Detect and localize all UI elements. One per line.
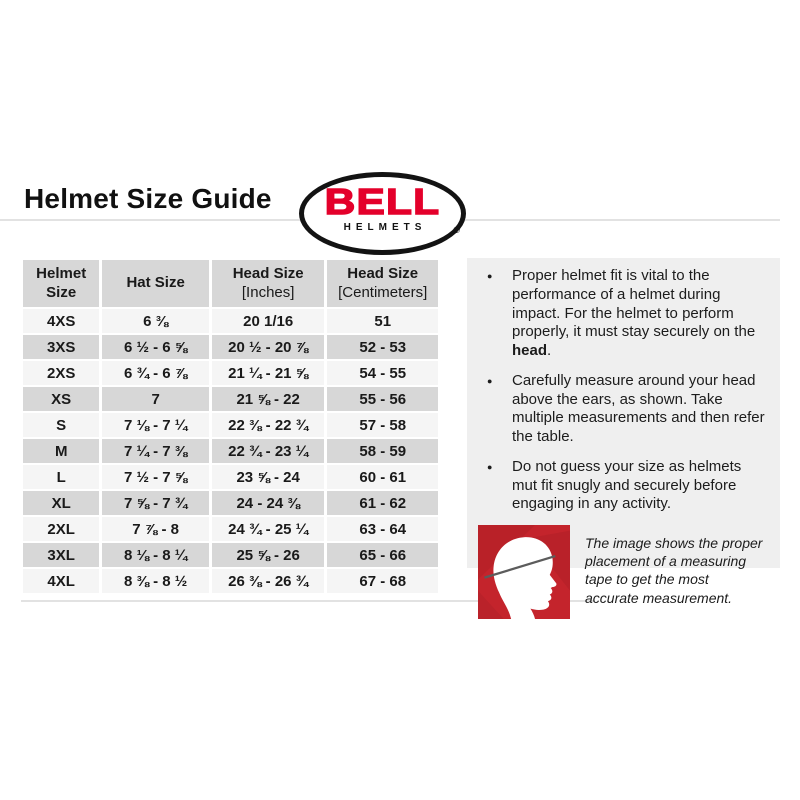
table-cell: XL — [23, 491, 99, 515]
helmet-size-table — [20, 258, 441, 595]
page-title: Helmet Size Guide — [24, 183, 272, 214]
table-cell: 20 ½ - 20 ⅞ — [212, 335, 325, 359]
header-row — [23, 260, 438, 307]
fit-instructions-list — [467, 267, 770, 514]
fit-instruction-item: ● Proper helmet fit is vital to the performance of a helmet during impact. For the helmet to perform properly, it must stay securely on the head. — [467, 267, 770, 361]
table-cell: 3XS — [23, 335, 99, 359]
table-cell: 22 ¾ - 23 ¼ — [212, 439, 325, 463]
table-cell: 7 ½ - 7 ⅝ — [102, 465, 209, 489]
table-cell: 26 ⅜ - 26 ¾ — [212, 569, 325, 593]
table-cell: XS — [23, 387, 99, 411]
table-cell: 2XL — [23, 517, 99, 541]
table-row — [23, 569, 438, 593]
measurement-figure-row — [467, 525, 770, 619]
column-header: Head Size [Centimeters] — [327, 260, 438, 307]
table-cell: 57 - 58 — [327, 413, 438, 437]
table-cell: 22 ⅜ - 22 ¾ — [212, 413, 325, 437]
table-cell: 55 - 56 — [327, 387, 438, 411]
table-cell: S — [23, 413, 99, 437]
table-cell: 61 - 62 — [327, 491, 438, 515]
table-cell: L — [23, 465, 99, 489]
table-cell: 7 ⅛ - 7 ¼ — [102, 413, 209, 437]
table-cell: 60 - 61 — [327, 465, 438, 489]
table-cell: 23 ⅝ - 24 — [212, 465, 325, 489]
column-header: Hat Size — [102, 260, 209, 307]
table-cell: 63 - 64 — [327, 517, 438, 541]
bell-logo-subtext: HELMETS — [343, 222, 427, 233]
table-row — [23, 439, 438, 463]
table-cell: 21 ¼ - 21 ⅝ — [212, 361, 325, 385]
table-cell: 7 ⅝ - 7 ¾ — [102, 491, 209, 515]
table-cell: M — [23, 439, 99, 463]
table-cell: 8 ⅛ - 8 ¼ — [102, 543, 209, 567]
table-cell: 54 - 55 — [327, 361, 438, 385]
column-header: Head Size [Inches] — [212, 260, 325, 307]
table-row — [23, 491, 438, 515]
table-cell: 24 ¾ - 25 ¼ — [212, 517, 325, 541]
table-cell: 25 ⅝ - 26 — [212, 543, 325, 567]
table-cell: 4XL — [23, 569, 99, 593]
table-row — [23, 465, 438, 489]
bell-logo-wordmark: BELL — [324, 181, 441, 222]
table-cell: 65 - 66 — [327, 543, 438, 567]
size-table-body — [23, 309, 438, 593]
table-cell: 8 ⅜ - 8 ½ — [102, 569, 209, 593]
table-cell: 67 - 68 — [327, 569, 438, 593]
table-cell: 24 - 24 ⅜ — [212, 491, 325, 515]
table-cell: 52 - 53 — [327, 335, 438, 359]
registered-trademark-icon: ® — [453, 225, 460, 235]
table-row — [23, 543, 438, 567]
table-row — [23, 361, 438, 385]
size-table-header — [23, 260, 438, 307]
table-cell: 2XS — [23, 361, 99, 385]
table-row — [23, 335, 438, 359]
table-cell: 3XL — [23, 543, 99, 567]
table-cell: 21 ⅝ - 22 — [212, 387, 325, 411]
table-cell: 58 - 59 — [327, 439, 438, 463]
head-measurement-image — [478, 525, 570, 619]
table-cell: 6 ⅜ — [102, 309, 209, 333]
table-row — [23, 517, 438, 541]
table-cell: 7 ⅞ - 8 — [102, 517, 209, 541]
table-cell: 20 1/16 — [212, 309, 325, 333]
bell-helmets-logo — [299, 172, 466, 255]
fit-instruction-item: ● Carefully measure around your head above the ears, as shown. Take multiple measurements and then refer the table. — [467, 372, 770, 447]
column-header: Helmet Size — [23, 260, 99, 307]
table-row — [23, 413, 438, 437]
table-row — [23, 387, 438, 411]
fit-info-panel — [467, 258, 780, 606]
figure-caption: The image shows the proper placement of a measuring tape to get the most accurate measurement. — [585, 535, 763, 606]
table-cell: 6 ½ - 6 ⅝ — [102, 335, 209, 359]
fit-instruction-item: ● Do not guess your size as helmets mut fit snugly and securely before engaging in any activity. — [467, 458, 770, 514]
table-row — [23, 309, 438, 333]
table-cell: 7 — [102, 387, 209, 411]
table-cell: 51 — [327, 309, 438, 333]
table-cell: 4XS — [23, 309, 99, 333]
table-cell: 7 ¼ - 7 ⅜ — [102, 439, 209, 463]
table-cell: 6 ¾ - 6 ⅞ — [102, 361, 209, 385]
